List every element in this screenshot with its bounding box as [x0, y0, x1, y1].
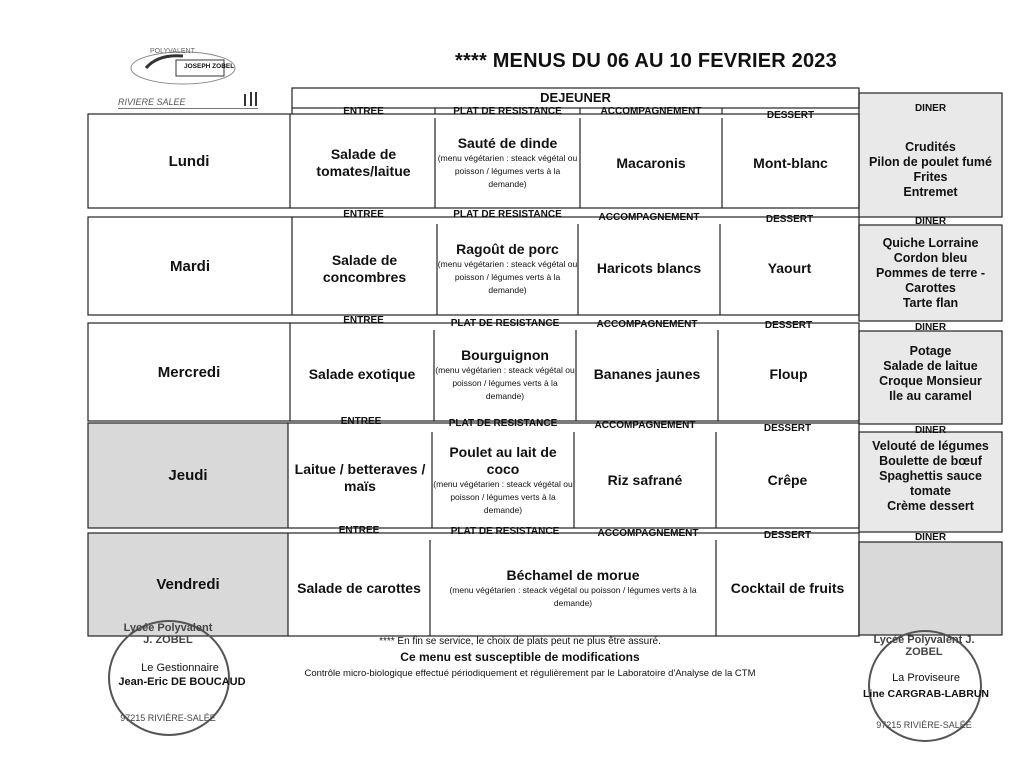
col-accomp: ACCOMPAGNEMENT	[594, 420, 696, 431]
entree-cell: Salade de tomates/laitue	[316, 146, 411, 179]
diner-item: Velouté de légumes	[872, 438, 989, 453]
col-accomp: ACCOMPAGNEMENT	[600, 106, 702, 117]
footer-note: **** En fin se service, le choix de plats peut ne plus être assuré.	[379, 636, 661, 647]
col-plat: PLAT DE RESISTANCE	[453, 209, 562, 220]
plat-cell	[437, 222, 578, 315]
day-label: Jeudi	[168, 467, 208, 484]
col-dessert: DESSERT	[765, 214, 814, 225]
col-dessert: DESSERT	[766, 110, 815, 121]
diner-item: Salade de laitue	[883, 359, 978, 373]
entree-cell: Laitue / betteraves / maïs	[294, 461, 426, 494]
veg-note: (menu végétarien : steack végétal ou poisson / légumes verts à la demande)	[437, 258, 578, 295]
right-signature-title: La Proviseure	[892, 672, 960, 684]
day-label: Vendredi	[156, 576, 220, 593]
dessert-cell: Yaourt	[767, 260, 812, 276]
plat-cell	[437, 118, 578, 208]
diner-item: tomate	[910, 483, 951, 498]
plat-name: Poulet au lait de coco	[449, 443, 557, 477]
day-label: Mardi	[169, 257, 210, 275]
col-dessert: DESSERT	[763, 423, 812, 434]
diner-item: Boulette de bœuf	[879, 453, 982, 468]
stamp-text-bottom: 97215 RIVIÈRE-SALÉE	[876, 720, 972, 730]
left-signature-title: Le Gestionnaire	[141, 662, 219, 674]
diner-item: Carottes	[905, 280, 956, 295]
diner-item: Crème dessert	[887, 498, 974, 513]
page-title: **** MENUS DU 06 AU 10 FEVRIER 2023	[455, 50, 837, 72]
accomp-cell: Riz safrané	[607, 471, 683, 488]
diner-item: Tarte flan	[902, 295, 959, 310]
day-label: Lundi	[168, 152, 210, 170]
col-entree: ENTREE	[340, 416, 382, 427]
col-entree: ENTREE	[343, 106, 384, 117]
diner-item: Pilon de poulet fumé	[869, 155, 992, 169]
left-signature-name: Jean-Eric DE BOUCAUD	[118, 676, 246, 688]
col-plat: PLAT DE RESISTANCE	[448, 418, 558, 429]
col-dessert: DESSERT	[763, 530, 812, 541]
diner-item: Croque Monsieur	[879, 374, 982, 388]
plat-cell	[432, 432, 574, 528]
stamp-text-top: Lycée Polyvalent J. ZOBEL	[123, 622, 213, 646]
diner-item: Spaghettis sauce	[879, 468, 982, 483]
entree-cell: Salade de carottes	[297, 579, 421, 596]
diner-item: Cordon bleu	[893, 250, 968, 265]
col-diner: DINER	[914, 322, 947, 333]
col-accomp: ACCOMPAGNEMENT	[596, 319, 698, 330]
col-plat: PLAT DE RESISTANCE	[450, 526, 560, 537]
diner-item: Pommes de terre -	[875, 265, 986, 280]
logo-line1: POLYVALENT	[150, 48, 195, 55]
col-diner: DINER	[914, 216, 947, 227]
diner-item: Ile au caramel	[889, 389, 972, 403]
col-diner: DINER	[914, 532, 947, 543]
dessert-cell: Crêpe	[767, 471, 808, 488]
diner-cell	[859, 436, 1002, 516]
diner-item: Frites	[913, 170, 948, 184]
accomp-cell: Bananes jaunes	[593, 366, 701, 382]
veg-note: (menu végétarien : steack végétal ou poisson / légumes verts à la demande)	[449, 584, 697, 608]
diner-header: DINER	[914, 103, 947, 114]
plat-name: Sauté de dinde	[457, 135, 558, 151]
logo-line2: JOSEPH ZOBEL	[184, 63, 235, 70]
col-dessert: DESSERT	[764, 320, 813, 331]
diner-item: Quiche Lorraine	[882, 235, 979, 250]
diner-cell	[859, 125, 1002, 215]
col-plat: PLAT DE RESISTANCE	[453, 106, 562, 117]
dessert-cell: Cocktail de fruits	[730, 579, 845, 596]
plat-cell	[434, 328, 576, 421]
plat-cell	[430, 540, 716, 636]
plat-name: Bourguignon	[461, 346, 549, 363]
veg-note: (menu végétarien : steack végétal ou poisson / légumes verts à la demande)	[437, 153, 578, 189]
day-label: Mercredi	[157, 363, 221, 381]
diner-cell	[859, 228, 1002, 318]
col-accomp: ACCOMPAGNEMENT	[597, 528, 699, 539]
entree-cell: Salade de concombres	[322, 251, 407, 285]
plat-name: Béchamel de morue	[506, 566, 640, 583]
accomp-cell: Macaronis	[616, 154, 686, 171]
col-entree: ENTREE	[338, 525, 380, 536]
col-entree: ENTREE	[343, 315, 384, 326]
stamp-text-bottom: 97215 RIVIÈRE-SALÉE	[120, 713, 216, 723]
right-signature-name: Line CARGRAB-LABRUN	[863, 688, 989, 700]
dessert-cell: Mont-blanc	[753, 154, 828, 171]
accomp-cell: Haricots blancs	[596, 260, 702, 276]
diner-item: Entremet	[903, 185, 958, 199]
col-accomp: ACCOMPAGNEMENT	[598, 212, 700, 223]
col-entree: ENTREE	[343, 209, 384, 220]
veg-note: (menu végétarien : steack végétal ou poisson / légumes verts à la demande)	[433, 478, 573, 515]
dejeuner-header: DEJEUNER	[540, 90, 611, 105]
logo-place: RIVIERE SALEE	[118, 97, 186, 107]
entree-cell: Salade exotique	[308, 366, 416, 382]
col-plat: PLAT DE RESISTANCE	[450, 318, 560, 329]
diner-item: Crudités	[905, 140, 956, 154]
stamp-text-top: Lycée Polyvalent J. ZOBEL	[873, 634, 975, 658]
veg-note: (menu végétarien : steack végétal ou poisson / légumes verts à la demande)	[435, 364, 575, 401]
diner-cell	[859, 334, 1002, 414]
col-diner: DINER	[914, 425, 947, 436]
plat-name: Ragoût de porc	[456, 240, 559, 257]
dessert-cell: Floup	[769, 366, 808, 382]
footer-warning: Ce menu est susceptible de modifications	[400, 650, 640, 664]
diner-item: Potage	[909, 344, 952, 358]
footer-control: Contrôle micro-biologique effectué périodiquement et régulièrement par le Laboratoire d'Analyse de la CTM	[304, 668, 756, 679]
